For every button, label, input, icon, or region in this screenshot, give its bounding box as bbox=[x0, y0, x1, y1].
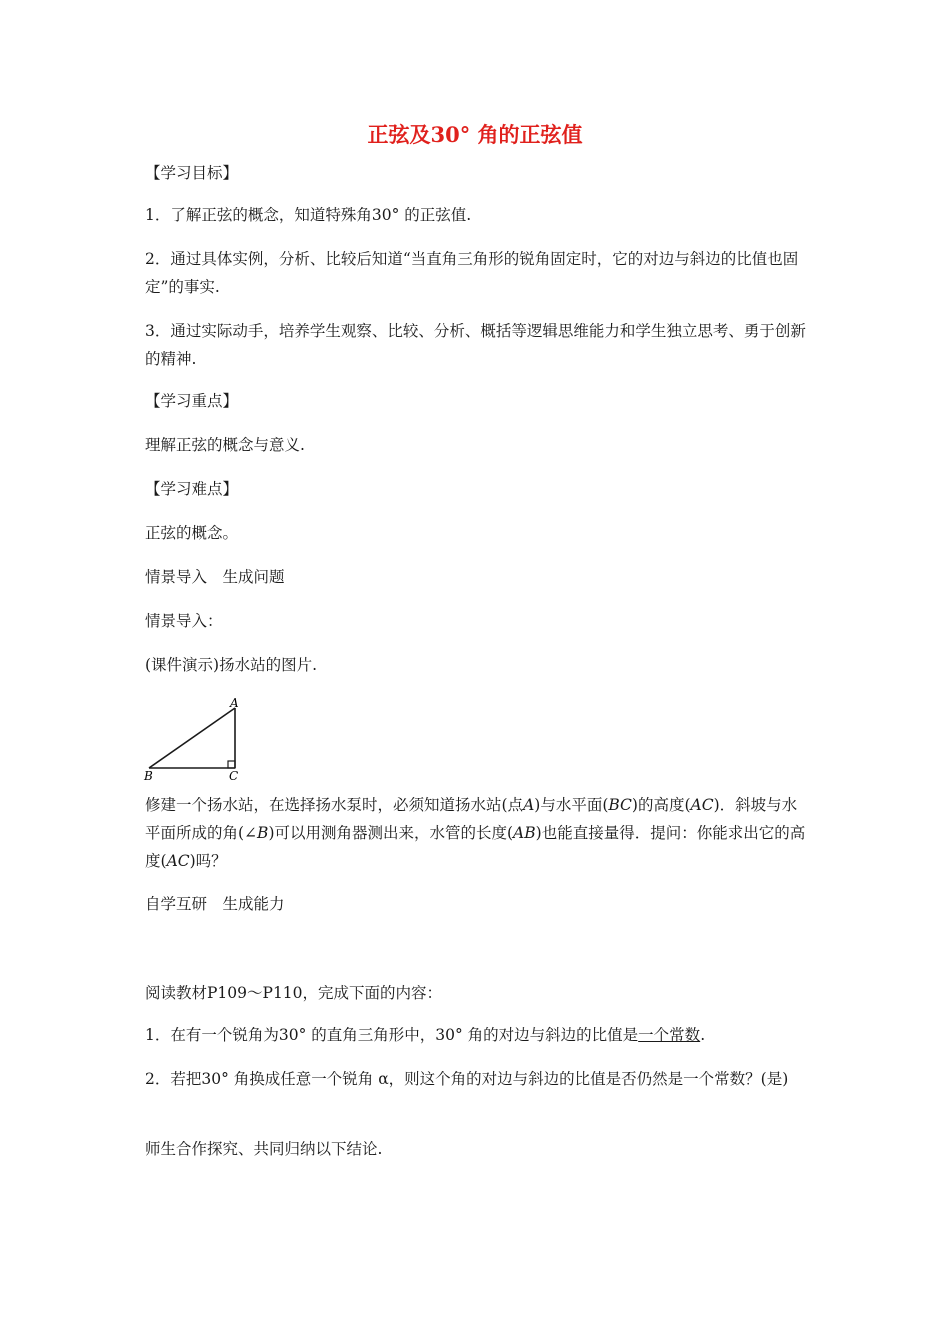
question-1-answer: 一个常数 bbox=[638, 1026, 701, 1044]
question-2: 2．若把30° 角换成任意一个锐角 α，则这个角的对边与斜边的比值是否仍然是一个常数？(是) bbox=[145, 1070, 789, 1088]
triangle-figure bbox=[140, 694, 250, 786]
question-1: 1．在有一个锐角为30° 的直角三角形中，30° 角的对边与斜边的比值是一个常数. bbox=[145, 1026, 706, 1044]
objective-2: 2．通过具体实例，分析、比较后知道“当直角三角形的锐角固定时，它的对边与斜边的比值也固定”的事实. bbox=[145, 250, 799, 296]
courseware-text: (课件演示)扬水站的图片. bbox=[145, 656, 318, 674]
objective-1: 1．了解正弦的概念，知道特殊角30° 的正弦值. bbox=[145, 206, 472, 224]
section2-title: 自学互研 生成能力 bbox=[145, 895, 285, 913]
vertex-label-c: C bbox=[229, 769, 239, 783]
section1-sub: 情景导入： bbox=[145, 612, 223, 630]
section1-title: 情景导入 生成问题 bbox=[145, 568, 285, 586]
key-header: 【学习重点】 bbox=[145, 392, 239, 410]
key-text: 理解正弦的概念与意义. bbox=[145, 436, 305, 454]
difficulty-header: 【学习难点】 bbox=[145, 480, 239, 498]
vertex-label-b: B bbox=[144, 769, 153, 783]
difficulty-text: 正弦的概念。 bbox=[145, 524, 239, 542]
page-title: 正弦及30° 角的正弦值 bbox=[367, 122, 583, 147]
reading-instruction: 阅读教材P109～P110，完成下面的内容： bbox=[145, 984, 443, 1002]
objectives-header: 【学习目标】 bbox=[145, 164, 239, 182]
vertex-label-a: A bbox=[230, 696, 239, 710]
objective-3: 3．通过实际动手，培养学生观察、比较、分析、概括等逻辑思维能力和学生独立思考、勇于创新的精神. bbox=[145, 322, 806, 368]
problem-paragraph: 修建一个扬水站，在选择扬水泵时，必须知道扬水站(点A)与水平面(BC)的高度(AC)．斜坡与水平面所成的角(∠B)可以用测角器测出来，水管的长度(AB)也能直接量得．提问：你能求出它的高度(AC)吗？ bbox=[145, 796, 806, 870]
conclusion-text: 师生合作探究、共同归纳以下结论. bbox=[145, 1140, 383, 1158]
